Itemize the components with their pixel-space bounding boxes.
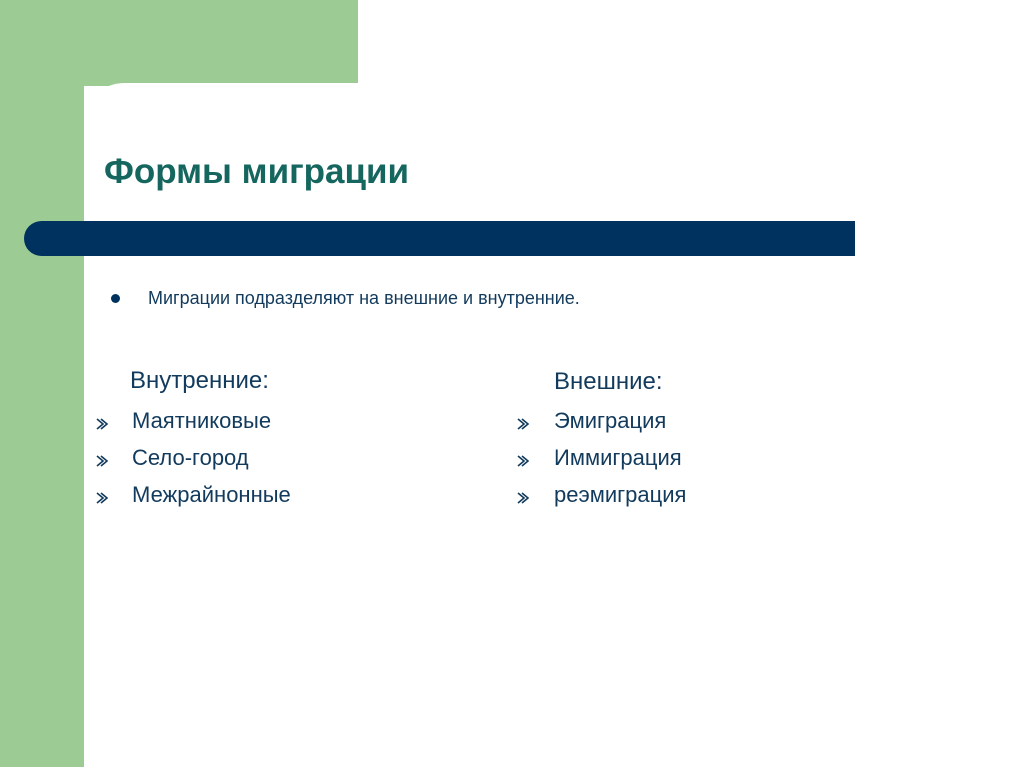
arrow-bullet-icon <box>515 453 531 469</box>
arrow-bullet-icon <box>515 490 531 506</box>
arrow-bullet-icon <box>94 453 110 469</box>
left-column-heading: Внутренние: <box>130 367 269 394</box>
arrow-bullet-icon <box>94 490 110 506</box>
right-column-heading: Внешние: <box>554 368 663 395</box>
left-item: Межрайнонные <box>132 482 291 507</box>
slide-title: Формы миграции <box>104 152 410 191</box>
intro-text: Миграции подразделяют на внешние и внутренние. <box>148 288 580 308</box>
arrow-bullet-icon <box>94 416 110 432</box>
bullet-icon <box>111 294 120 303</box>
arrow-bullet-icon <box>515 416 531 432</box>
decor-green-strip <box>0 0 84 767</box>
right-item: Эмиграция <box>554 408 667 433</box>
left-item: Село-город <box>132 445 249 470</box>
right-item: Иммиграция <box>554 445 682 470</box>
title-underline-bar <box>24 221 855 256</box>
right-item: реэмиграция <box>554 482 687 507</box>
decor-green-top <box>0 0 358 86</box>
left-item: Маятниковые <box>132 408 272 433</box>
